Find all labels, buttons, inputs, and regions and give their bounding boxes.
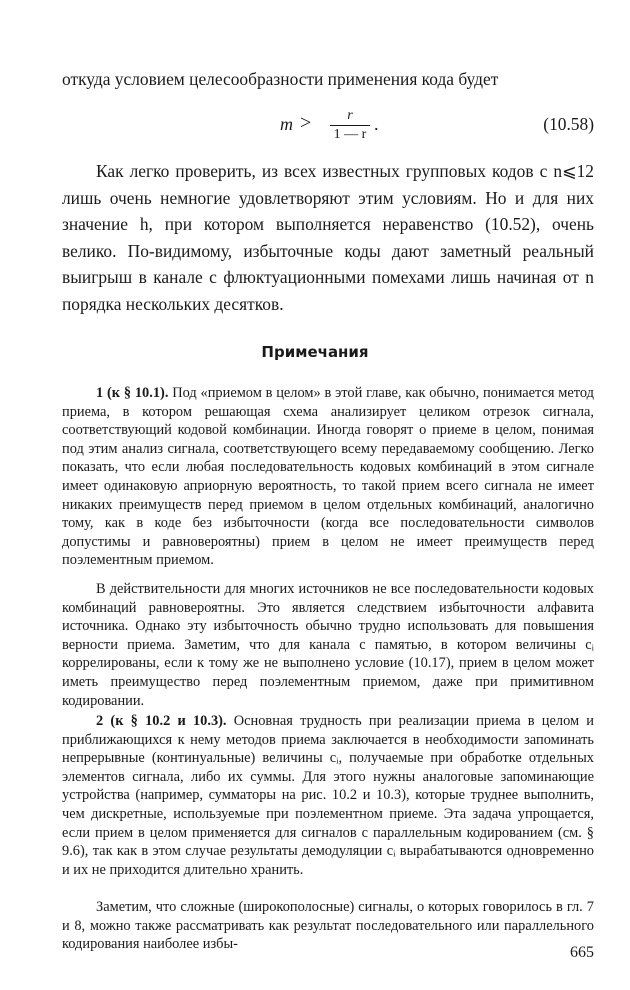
formula-end: . — [374, 114, 379, 134]
note-1-text: Под «приемом в целом» в этой главе, как обычно, понимается метод приема, в котором решающая схема анализирует целиком отрезок сигнала, соответствующий кодовой комбинации. Иногда говорят о приеме в целом, понимая под этим анализ сигнала, соответствующего всему передаваемому сообщению. Легко показать, что если любая последовательность кодовых комбинаций в этом сигнале имеет одинаковую априорную вероятность, то такой прием всего сигнала не имеет никаких преимуществ перед приемом в целом отдельных комбинаций, аналогично тому, как в коде без избыточности (когда все последовательности символов допустимы и равновероятны) прием в целом не имеет преимуществ перед поэлементным приемом. — [62, 385, 595, 569]
note-2-text: Основная трудность при реализации приема в целом и приближающихся к нему методов приема заключается в необходимости запоминать непрерывные (континуальные) величины cᵢ, получаемые при обработке отдельных элементов сигнала, либо их суммы. Для этого нужны аналоговые запоминающие устройства (например, сумматоры на рис. 10.2 и 10.3), которые труднее выполнить, чем дискретные, используемые при поэлементном приеме. Эта задача упрощается, если прием в целом применяется для сигналов с параллельным кодированием (см. § 9.6), так как в этом случае результаты демодуляции cᵢ вырабатываются одновременно и их не приходится длительно хранить. — [62, 713, 594, 878]
formula-fraction — [326, 108, 374, 143]
page-number: 665 — [570, 944, 594, 961]
equation-number: (10.58) — [543, 114, 594, 134]
note-2 — [62, 712, 594, 879]
formula-lhs: m — [280, 114, 293, 134]
note-2-label: 2 (к § 10.2 и 10.3). — [96, 713, 227, 729]
fraction-bar — [330, 125, 370, 126]
formula-relation: > — [300, 112, 312, 134]
top-line: откуда условием целесообразности применения кода будет — [62, 69, 499, 89]
note-1-label: 1 (к § 10.1). — [96, 385, 169, 401]
note-1-paragraph-2: В действительности для многих источников не все последовательности кодовых комбинаций равновероятны. Это является следствием избыточности алфавита источника. Однако эту избыточность обычно трудно использовать для повышения верности приема. Заметим, что для канала с памятью, в котором величины cᵢ коррелированы, если к тому же не выполнено условие (10.17), прием в целом может иметь преимущество перед поэлементным приемом, даже при примитивном кодировании. — [62, 581, 594, 709]
paragraph-last: Заметим, что сложные (широкополосные) сигналы, о которых говорилось в гл. 7 и 8, можно также рассматривать как результат последовательного или параллельного кодирования наиболее избы- — [62, 899, 594, 953]
formula-numerator: r — [347, 108, 353, 123]
paragraph-1: Как легко проверить, из всех известных групповых кодов с n⩽12 лишь очень немногие удовлетворяют этим условиям. Но и для них значение h, при котором выполняется неравенство (10.52), очень велико. По-видимому, избыточные коды дают заметный реальный выигрыш в канале с флюктуационными помехами лишь начиная от n порядка нескольких десятков. — [62, 161, 594, 314]
notes-title: Примечания — [261, 343, 369, 361]
note-1 — [62, 384, 594, 570]
formula-denominator: 1 — r — [333, 127, 367, 142]
